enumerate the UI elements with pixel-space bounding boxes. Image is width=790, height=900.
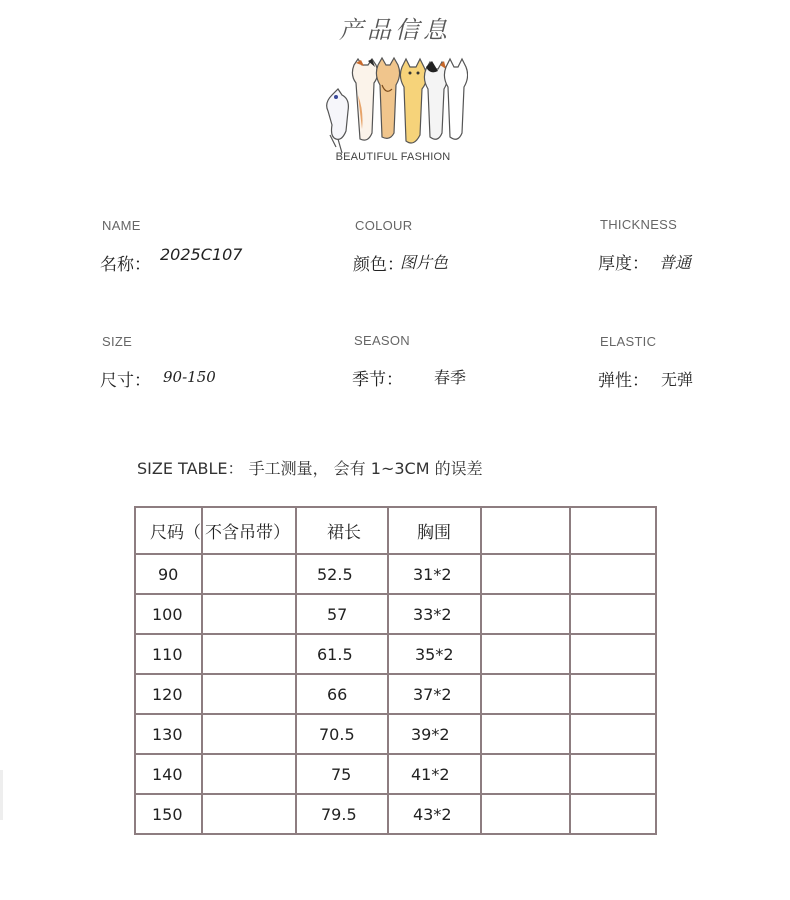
season-value: 春季	[434, 368, 467, 387]
length-cell: 57	[296, 594, 388, 634]
empty-cell	[481, 714, 570, 754]
size-table-title: SIZE TABLE： 手工测量， 会有 1~3CM 的误差	[137, 459, 483, 478]
empty-cell	[481, 554, 570, 594]
name-value: 2025C107	[160, 245, 243, 264]
empty-cell	[202, 634, 296, 674]
length-cell: 79.5	[296, 794, 388, 834]
name-label-en: NAME	[102, 218, 141, 233]
empty-cell	[570, 634, 656, 674]
page-title: 产品信息	[339, 16, 451, 44]
chest-cell: 33*2	[388, 594, 481, 634]
size-cell: 150	[135, 794, 202, 834]
empty-cell	[570, 754, 656, 794]
table-row	[135, 554, 656, 594]
empty-cell	[570, 714, 656, 754]
empty-cell	[481, 674, 570, 714]
chest-cell: 43*2	[388, 794, 481, 834]
table-row	[135, 794, 656, 834]
empty-cell	[570, 794, 656, 834]
elastic-label-cn: 弹性：	[598, 371, 649, 391]
length-cell: 70.5	[296, 714, 388, 754]
edge-divider	[0, 770, 3, 820]
size-value: 90-150	[163, 368, 216, 386]
colour-label-cn: 颜色：	[353, 255, 404, 275]
length-cell: 66	[296, 674, 388, 714]
size-label-cn: 尺寸：	[100, 371, 151, 391]
empty-cell	[481, 594, 570, 634]
empty-cell	[202, 674, 296, 714]
length-cell: 75	[296, 754, 388, 794]
table-row	[135, 634, 656, 674]
empty-cell	[202, 794, 296, 834]
size-table	[134, 506, 657, 835]
header-cell	[481, 507, 570, 554]
table-row	[135, 674, 656, 714]
table-row	[135, 594, 656, 634]
chest-cell: 37*2	[388, 674, 481, 714]
chest-cell: 35*2	[388, 634, 481, 674]
size-cell: 140	[135, 754, 202, 794]
table-header-row	[135, 507, 656, 554]
elastic-label-en: ELASTIC	[600, 334, 657, 349]
header-cell	[570, 507, 656, 554]
chest-cell: 39*2	[388, 714, 481, 754]
table-row	[135, 754, 656, 794]
header-cell: 裙长	[296, 507, 388, 554]
empty-cell	[570, 554, 656, 594]
empty-cell	[202, 754, 296, 794]
empty-cell	[481, 794, 570, 834]
season-label-cn: 季节：	[352, 370, 403, 390]
size-label-en: SIZE	[102, 334, 133, 349]
empty-cell	[481, 634, 570, 674]
size-cell: 120	[135, 674, 202, 714]
header-cell: 胸围	[388, 507, 481, 554]
size-cell: 130	[135, 714, 202, 754]
length-cell: 52.5	[296, 554, 388, 594]
size-cell: 100	[135, 594, 202, 634]
chest-cell: 31*2	[388, 554, 481, 594]
empty-cell	[481, 754, 570, 794]
colour-label-en: COLOUR	[355, 218, 413, 233]
brand-text: BEAUTIFUL FASHION	[335, 151, 451, 163]
size-cell: 110	[135, 634, 202, 674]
empty-cell	[570, 674, 656, 714]
empty-cell	[202, 554, 296, 594]
size-cell: 90	[135, 554, 202, 594]
name-label-cn: 名称：	[100, 255, 151, 275]
empty-cell	[202, 594, 296, 634]
thickness-label-cn: 厚度：	[598, 254, 649, 274]
empty-cell	[202, 714, 296, 754]
season-label-en: SEASON	[354, 333, 410, 348]
chest-cell: 41*2	[388, 754, 481, 794]
empty-cell	[570, 594, 656, 634]
thickness-label-en: THICKNESS	[600, 217, 678, 232]
header-cell: 不含吊带）	[202, 507, 296, 554]
header-cell: 尺码（	[135, 507, 202, 554]
elastic-value: 无弹	[661, 370, 694, 389]
thickness-value: 普通	[659, 253, 692, 272]
colour-value: 图片色	[400, 253, 449, 272]
length-cell: 61.5	[296, 634, 388, 674]
table-row	[135, 714, 656, 754]
